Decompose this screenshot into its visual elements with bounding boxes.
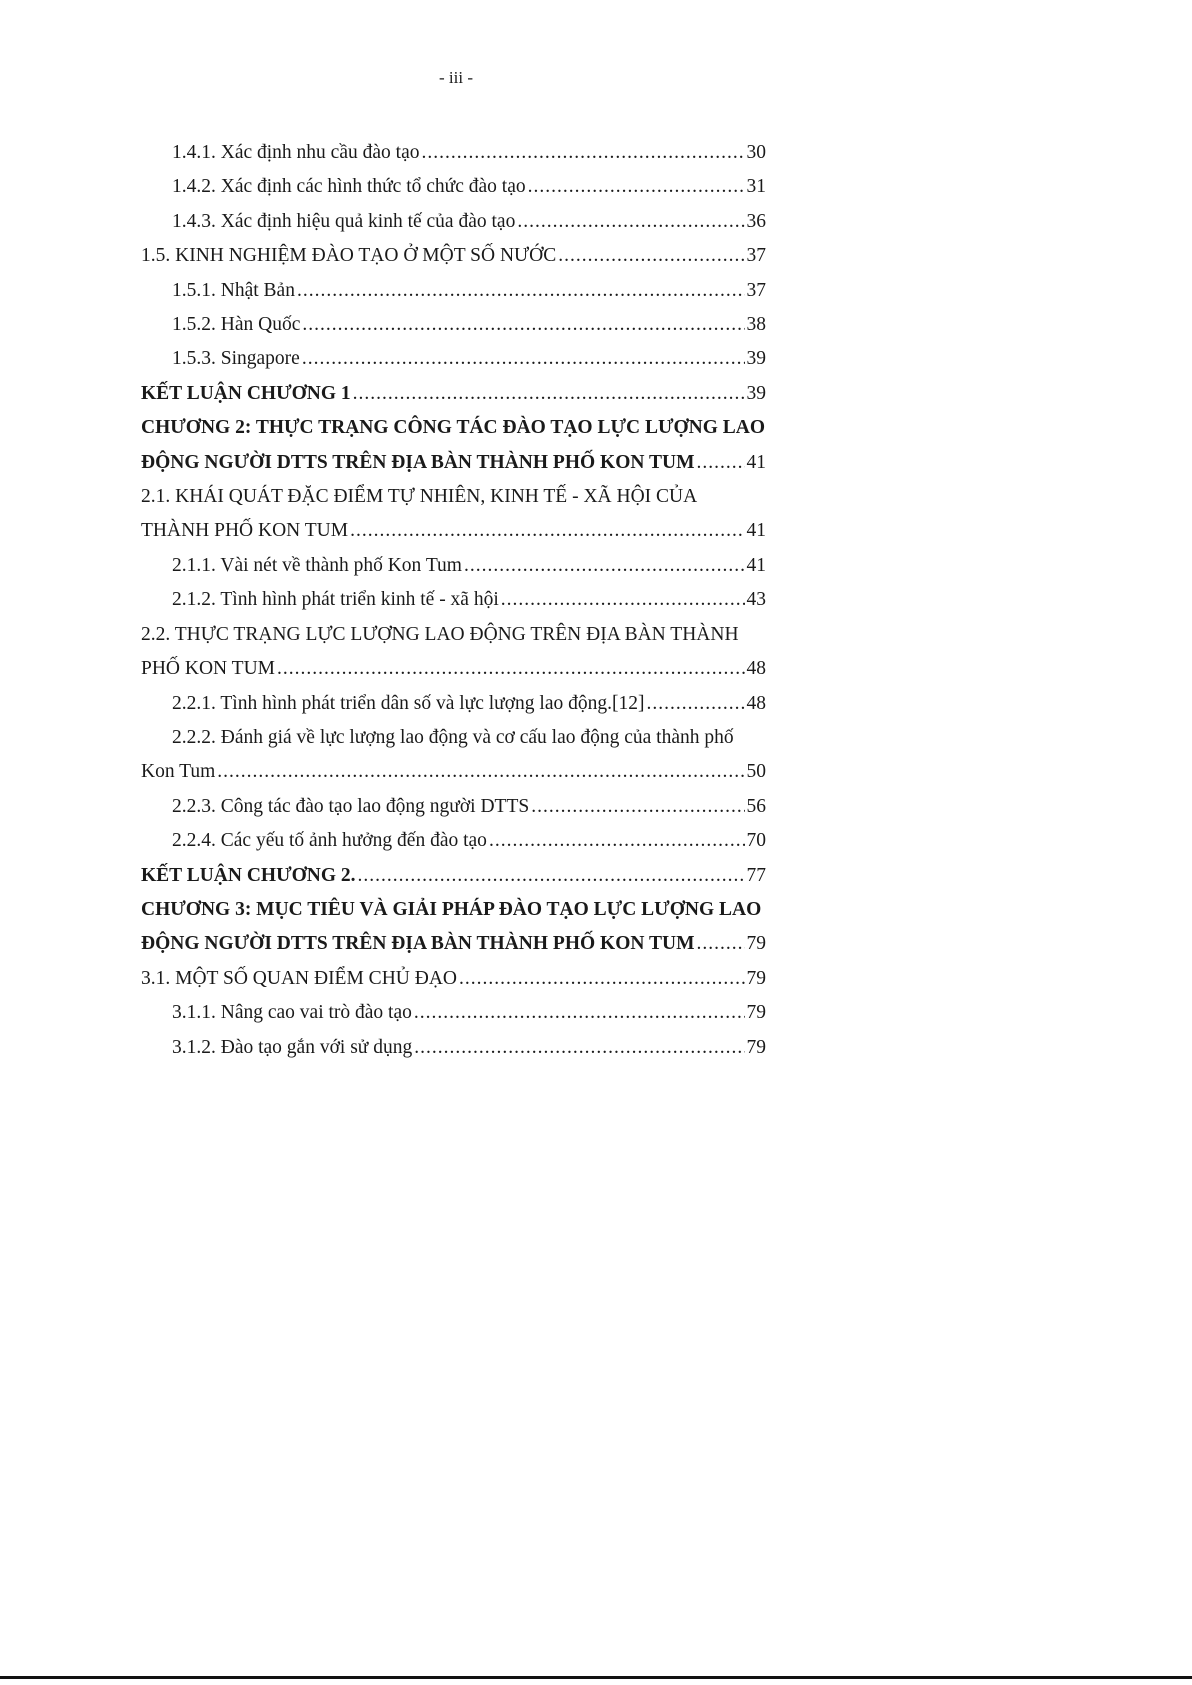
- toc-page-number: 30: [746, 142, 766, 163]
- toc-entry: [141, 583, 766, 617]
- toc-dot-leader: [489, 824, 745, 858]
- toc-entry: [141, 308, 766, 342]
- toc-page-number: 77: [746, 864, 766, 886]
- toc-page-number: 41: [746, 554, 766, 576]
- toc-dot-leader: [531, 790, 744, 824]
- toc-entry-title: 1.5.3. Singapore: [172, 348, 300, 370]
- toc-entry: [141, 274, 766, 308]
- toc-entry-continued: [141, 721, 766, 755]
- toc-entry: [141, 824, 766, 858]
- toc-entry-title: KẾT LUẬN CHƯƠNG 2.: [141, 864, 356, 886]
- toc-dot-leader: [646, 687, 744, 721]
- toc-page-number: 37: [746, 279, 766, 301]
- toc-entry-title: Kon Tum: [141, 761, 216, 783]
- toc-entry: [141, 342, 766, 376]
- toc-page-number: 79: [746, 1036, 766, 1058]
- toc-entry-title: 1.4.1. Xác định nhu cầu đào tạo: [172, 142, 420, 163]
- toc-page-number: 39: [746, 382, 766, 404]
- toc-dot-leader: [358, 859, 745, 893]
- toc-page-number: 37: [746, 245, 766, 267]
- toc-entry: [141, 755, 766, 789]
- toc-entry-title: 2.1.2. Tình hình phát triển kinh tế - xã hội: [172, 589, 499, 611]
- toc-dot-leader: [517, 205, 744, 239]
- toc-entry: [141, 549, 766, 583]
- toc-dot-leader: [353, 377, 745, 411]
- toc-page-number: 79: [746, 933, 766, 955]
- toc-page-number: 50: [746, 761, 766, 783]
- toc-entry-continued: [141, 893, 766, 927]
- toc-page-number: 41: [746, 451, 766, 473]
- toc-dot-leader: [421, 136, 744, 170]
- toc-entry: [141, 446, 766, 480]
- toc-entry: [141, 170, 766, 204]
- toc-entry-title: 1.4.2. Xác định các hình thức tổ chức đào tạo: [172, 176, 526, 198]
- toc-entry-title: 3.1. MỘT SỐ QUAN ĐIỂM CHỦ ĐẠO: [141, 967, 457, 989]
- toc-entry: [141, 927, 766, 961]
- page-number: - iii -: [439, 68, 473, 87]
- toc-dot-leader: [459, 962, 745, 996]
- toc-dot-leader: [696, 927, 744, 961]
- toc-dot-leader: [414, 1031, 744, 1065]
- toc-entry-title: 2.2. THỰC TRẠNG LỰC LƯỢNG LAO ĐỘNG TRÊN ĐỊA BÀN THÀNH: [141, 623, 739, 645]
- toc-entry-title: 3.1.2. Đào tạo gắn với sử dụng: [172, 1036, 413, 1058]
- toc-entry-title: THÀNH PHỐ KON TUM: [141, 520, 349, 542]
- toc-entry-title: ĐỘNG NGƯỜI DTTS TRÊN ĐỊA BÀN THÀNH PHỐ KON TUM: [141, 933, 695, 955]
- toc-dot-leader: [464, 549, 745, 583]
- toc-dot-leader: [302, 342, 745, 376]
- toc-entry: [141, 239, 766, 273]
- toc-dot-leader: [217, 755, 744, 789]
- toc-entry-title: 1.5.1. Nhật Bản: [172, 279, 295, 301]
- toc-page-number: 31: [746, 176, 766, 198]
- toc-page-number: 41: [746, 520, 766, 542]
- toc-dot-leader: [297, 274, 745, 308]
- toc-entry: [141, 859, 766, 893]
- toc-entry-title: PHỐ KON TUM: [141, 658, 275, 680]
- toc-page-number: 48: [746, 692, 766, 714]
- toc-page-number: 38: [746, 314, 766, 336]
- toc-entry: [141, 514, 766, 548]
- toc-entry-title: ĐỘNG NGƯỜI DTTS TRÊN ĐỊA BÀN THÀNH PHỐ KON TUM: [141, 451, 695, 473]
- toc-entry-continued: [141, 480, 766, 514]
- toc-entry-title: 1.4.3. Xác định hiệu quả kinh tế của đào tạo: [172, 210, 516, 232]
- toc-entry: [141, 136, 766, 170]
- toc-page-number: 79: [746, 967, 766, 989]
- toc-entry-title: 2.2.2. Đánh giá về lực lượng lao động và cơ cấu lao động của thành phố: [172, 726, 734, 748]
- toc-dot-leader: [350, 514, 744, 548]
- toc-dot-leader: [277, 652, 745, 686]
- toc-page-number: 48: [746, 658, 766, 680]
- toc-entry-title: 3.1.1. Nâng cao vai trò đào tạo: [172, 1002, 412, 1024]
- toc-page-number: 36: [746, 210, 766, 232]
- toc-entry-title: CHƯƠNG 2: THỰC TRẠNG CÔNG TÁC ĐÀO TẠO LỰC LƯỢNG LAO: [141, 417, 766, 439]
- toc-entry-title: 2.1. KHÁI QUÁT ĐẶC ĐIỂM TỰ NHIÊN, KINH TẾ - XÃ HỘI CỦA: [141, 486, 698, 508]
- toc-entry: [141, 962, 766, 996]
- toc-entry: [141, 1031, 766, 1065]
- toc-entry-title: 2.2.3. Công tác đào tạo lao động người DTTS: [172, 795, 530, 817]
- toc-page-number: 70: [746, 830, 766, 852]
- toc-dot-leader: [558, 239, 744, 273]
- toc-page-number: 79: [746, 1002, 766, 1024]
- page-bottom-border: [0, 1676, 1192, 1679]
- toc-entry: [141, 652, 766, 686]
- toc-entry: [141, 377, 766, 411]
- toc-entry-title: 1.5. KINH NGHIỆM ĐÀO TẠO Ở MỘT SỐ NƯỚC: [141, 245, 557, 267]
- toc-dot-leader: [696, 446, 744, 480]
- toc-dot-leader: [528, 170, 745, 204]
- toc-page-number: 56: [746, 795, 766, 817]
- toc-entry-continued: [141, 618, 766, 652]
- toc-entry-continued: [141, 411, 766, 445]
- toc-entry: [141, 790, 766, 824]
- toc-dot-leader: [414, 996, 745, 1030]
- toc-entry-title: KẾT LUẬN CHƯƠNG 1: [141, 382, 351, 404]
- toc-dot-leader: [501, 583, 745, 617]
- toc-page-number: 39: [746, 348, 766, 370]
- toc-page-number: 43: [746, 589, 766, 611]
- toc-entry-title: 2.1.1. Vài nét về thành phố Kon Tum: [172, 554, 462, 576]
- toc-entry-title: 1.5.2. Hàn Quốc: [172, 314, 301, 336]
- toc-dot-leader: [302, 308, 744, 342]
- toc-entry-title: 2.2.4. Các yếu tố ảnh hưởng đến đào tạo: [172, 830, 487, 852]
- toc-entry-title: 2.2.1. Tình hình phát triển dân số và lực lượng lao động.[12]: [172, 692, 645, 714]
- toc-entry: [141, 996, 766, 1030]
- table-of-contents: [141, 136, 766, 1065]
- toc-entry: [141, 687, 766, 721]
- toc-entry: [141, 205, 766, 239]
- toc-entry-title: CHƯƠNG 3: MỤC TIÊU VÀ GIẢI PHÁP ĐÀO TẠO LỰC LƯỢNG LAO: [141, 898, 762, 920]
